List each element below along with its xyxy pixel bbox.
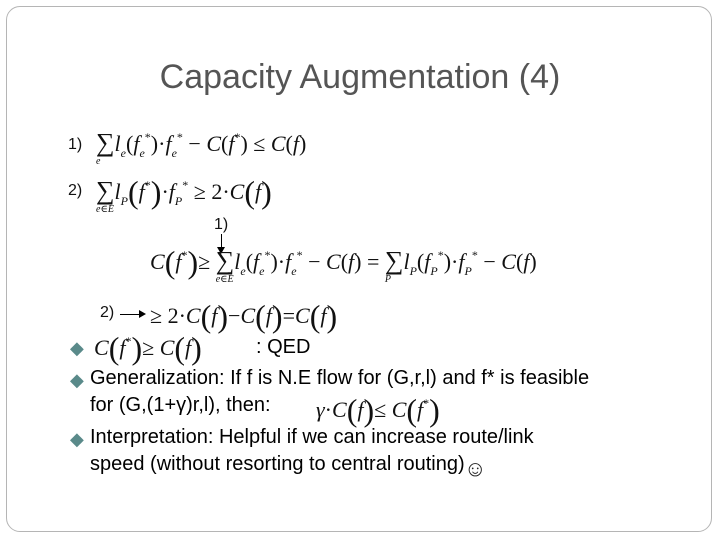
equation-1: ∑ e $l_e(f_e^*)\cdot f_e^* - C(f^*) \le C(f)$	[96, 128, 307, 167]
smiley-icon: ☺	[464, 456, 487, 481]
lozenge-bullet-icon: ◆	[70, 429, 84, 449]
step2-label: 2)	[68, 182, 83, 199]
eq1-sum-index: e	[96, 156, 101, 167]
qed-text: : QED	[256, 336, 311, 358]
arrow1-label: 1)	[214, 216, 229, 233]
slide-title: Capacity Augmentation (4)	[159, 58, 561, 96]
eq2-sum-index: e∈E	[96, 204, 114, 215]
bullet3-line2: speed (without resorting to central routing)	[90, 453, 465, 475]
eq3-sum-index-1: e∈E	[215, 274, 234, 285]
equation-4: ≥ 2·C(f)−C(f)=C(f)	[150, 298, 338, 334]
equation-5: C(f*)≥ C(f)	[94, 330, 202, 366]
equation-3: C(f*)≥ ∑ e∈E $l_e(f_e^*)\cdot f_e^* - C(f)$ = ∑ P $l_P(f_P^*)\cdot f_P^* - C(f)$	[150, 244, 537, 285]
bullet2-line2: for (G,(1+γ)r,l), then:	[90, 394, 271, 416]
bullet2-line1: Generalization: If f is N.E flow for (G,r,l) and f* is feasible	[90, 367, 590, 389]
bullet3-line1: Interpretation: Helpful if we can increase route/link	[90, 426, 534, 448]
arrow-right-icon	[120, 314, 140, 315]
eq3-sum-index-2: P	[384, 274, 391, 285]
equation-2: ∑ e∈E $l_P(f^*)\cdot f_P^* \ge 2\cdot C(f)$	[96, 174, 272, 215]
step1-label: 1)	[68, 136, 83, 153]
lozenge-bullet-icon: ◆	[70, 338, 84, 358]
equation-6: γ·C(f)≤ C(f*)	[316, 392, 440, 428]
lozenge-bullet-icon: ◆	[70, 370, 84, 390]
arrow2-label: 2)	[100, 304, 115, 321]
